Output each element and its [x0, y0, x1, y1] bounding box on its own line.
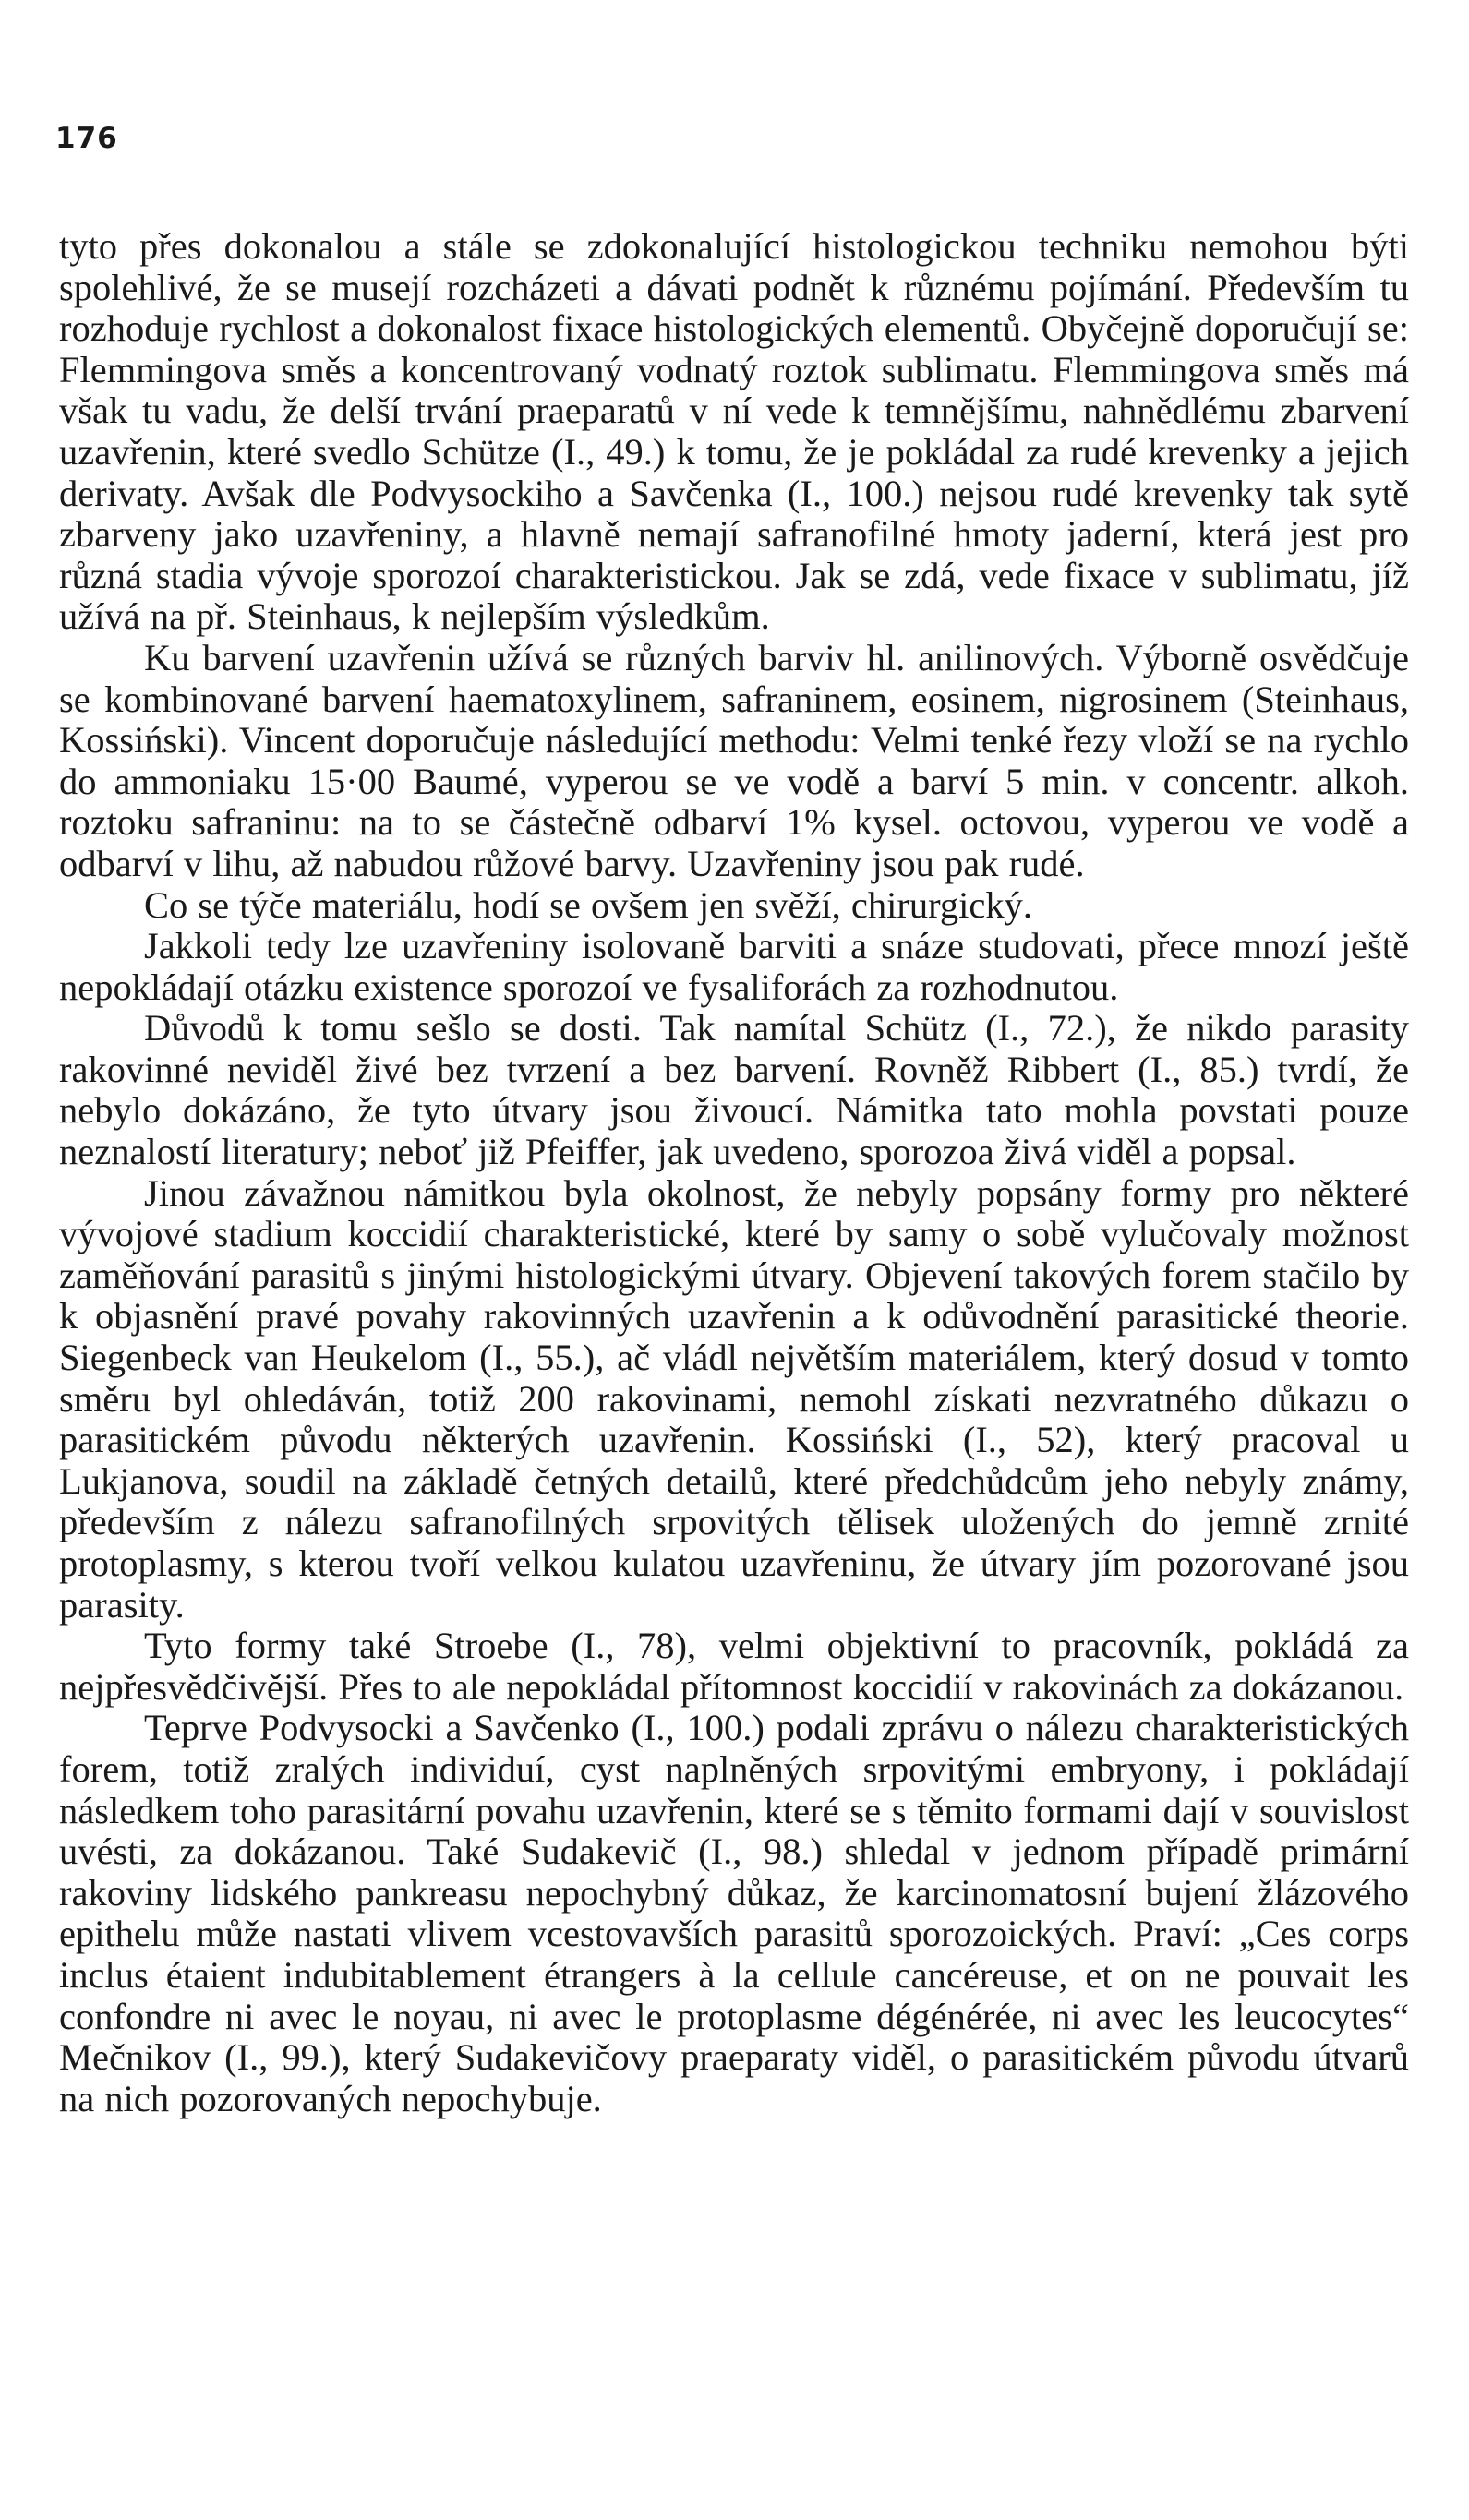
- paragraph: Jakkoli tedy lze uzavřeniny isolovaně barviti a snáze studovati, přece mnozí ještě nepokládají otázku existence sporozoí ve fysaliforách za rozhodnutou.: [59, 925, 1409, 1008]
- paragraph: Tyto formy také Stroebe (I., 78), velmi objektivní to pracovník, pokládá za nejpřesvědčivější. Přes to ale nepokládal přítomnost koccidií v rakovinách za dokázanou.: [59, 1625, 1409, 1708]
- body-text: [59, 226, 1409, 2119]
- paragraph: Co se týče materiálu, hodí se ovšem jen svěží, chirurgický.: [144, 883, 1032, 926]
- paragraph: Jinou závažnou námitkou byla okolnost, že nebyly popsány formy pro některé vývojové stadium koccidií charakteristické, které by samy o sobě vylučovaly možnost zaměňování parasitů s jinými histologickými útvary. Objevení takových forem stačilo by k objasnění pravé povahy rakovinných uzavřenin a k odůvodnění parasitické theorie. Siegenbeck van Heukelom (I., 55.), ač vládl největším materiálem, který dosud v tomto směru byl ohledáván, totiž 200 rakovinami, nemohl získati nezvratného důkazu o parasitickém původu některých uzavřenin. Kossiński (I., 52), který pracoval u Lukjanova, soudil na základě četných detailů, které předchůdcům jeho nebyly známy, především z nálezu safranofilných srpovitých tělisek uložených do jemně zrnité protoplasmy, s kterou tvoří velkou kulatou uzavřeninu, že útvary jím pozorované jsou parasity.: [59, 1171, 1409, 1626]
- page-number: 176: [55, 122, 118, 155]
- paragraph: tyto přes dokonalou a stále se zdokonalující histologickou techniku nemohou býti spolehlivé, že se musejí rozcházeti a dávati podnět k různému pojímání. Především tu rozhoduje rychlost a dokonalost fixace histologických elementů. Obyčejně doporučují se: Flemmingova směs a koncentrovaný vodnatý roztok sublimatu. Flemmingova směs má však tu vadu, že delší trvání praeparatů v ní vede k temnějšímu, nahnědlému zbarvení uzavřenin, které svedlo Schütze (I., 49.) k tomu, že je pokládal za rudé krevenky a jejich derivaty. Avšak dle Podvysockiho a Savčenka (I., 100.) nejsou rudé krevenky tak sytě zbarveny jako uzavřeniny, a hlavně nemají safranofilné hmoty jaderní, která jest pro různá stadia vývoje sporozoí charakteristickou. Jak se zdá, vede fixace v sublimatu, jíž užívá na př. Steinhaus, k nejlepším výsledkům.: [59, 225, 1409, 638]
- paragraph: Důvodů k tomu sešlo se dosti. Tak namítal Schütz (I., 72.), že nikdo parasity rakovinné neviděl živé bez tvrzení a bez barvení. Rovněž Ribbert (I., 85.) tvrdí, že nebylo dokázáno, že tyto útvary jsou živoucí. Námitka tato mohla povstati pouze neznalostí literatury; neboť již Pfeiffer, jak uvedeno, sporozoa živá viděl a popsal.: [59, 1007, 1409, 1173]
- paragraph: Teprve Podvysocki a Savčenko (I., 100.) podali zprávu o nálezu charakteristických forem, totiž zralých individuí, cyst naplněných srpovitými embryony, i pokládají následkem toho parasitární povahu uzavřenin, které se s těmito formami dají v souvislost uvésti, za dokázanou. Také Sudakevič (I., 98.) shledal v jednom případě primární rakoviny lidského pankreasu nepochybný důkaz, že karcinomatosní bujení žlázového epithelu může nastati vlivem vcestovavších parasitů sporozoických. Praví: „Ces corps inclus étaient indubitablement étrangers à la cellule cancéreuse, et on ne pouvait les confondre ni avec le noyau, ni avec le protoplasme dégénérée, ni avec les leucocytes“ Mečnikov (I., 99.), který Sudakevičovy praeparaty viděl, o parasitickém původu útvarů na nich pozorovaných nepochybuje.: [59, 1707, 1409, 2119]
- paragraph: Ku barvení uzavřenin užívá se různých barviv hl. anilinových. Výborně osvědčuje se kombinované barvení haematoxylinem, safraninem, eosinem, nigrosinem (Steinhaus, Kossiński). Vincent doporučuje následující methodu: Velmi tenké řezy vloží se na rychlo do ammoniaku 15·00 Baumé, vyperou se ve vodě a barví 5 min. v concentr. alkoh. roztoku safraninu: na to se částečně odbarví 1% kysel. octovou, vyperou ve vodě a odbarví v lihu, až nabudou růžové barvy. Uzavřeniny jsou pak rudé.: [59, 636, 1409, 884]
